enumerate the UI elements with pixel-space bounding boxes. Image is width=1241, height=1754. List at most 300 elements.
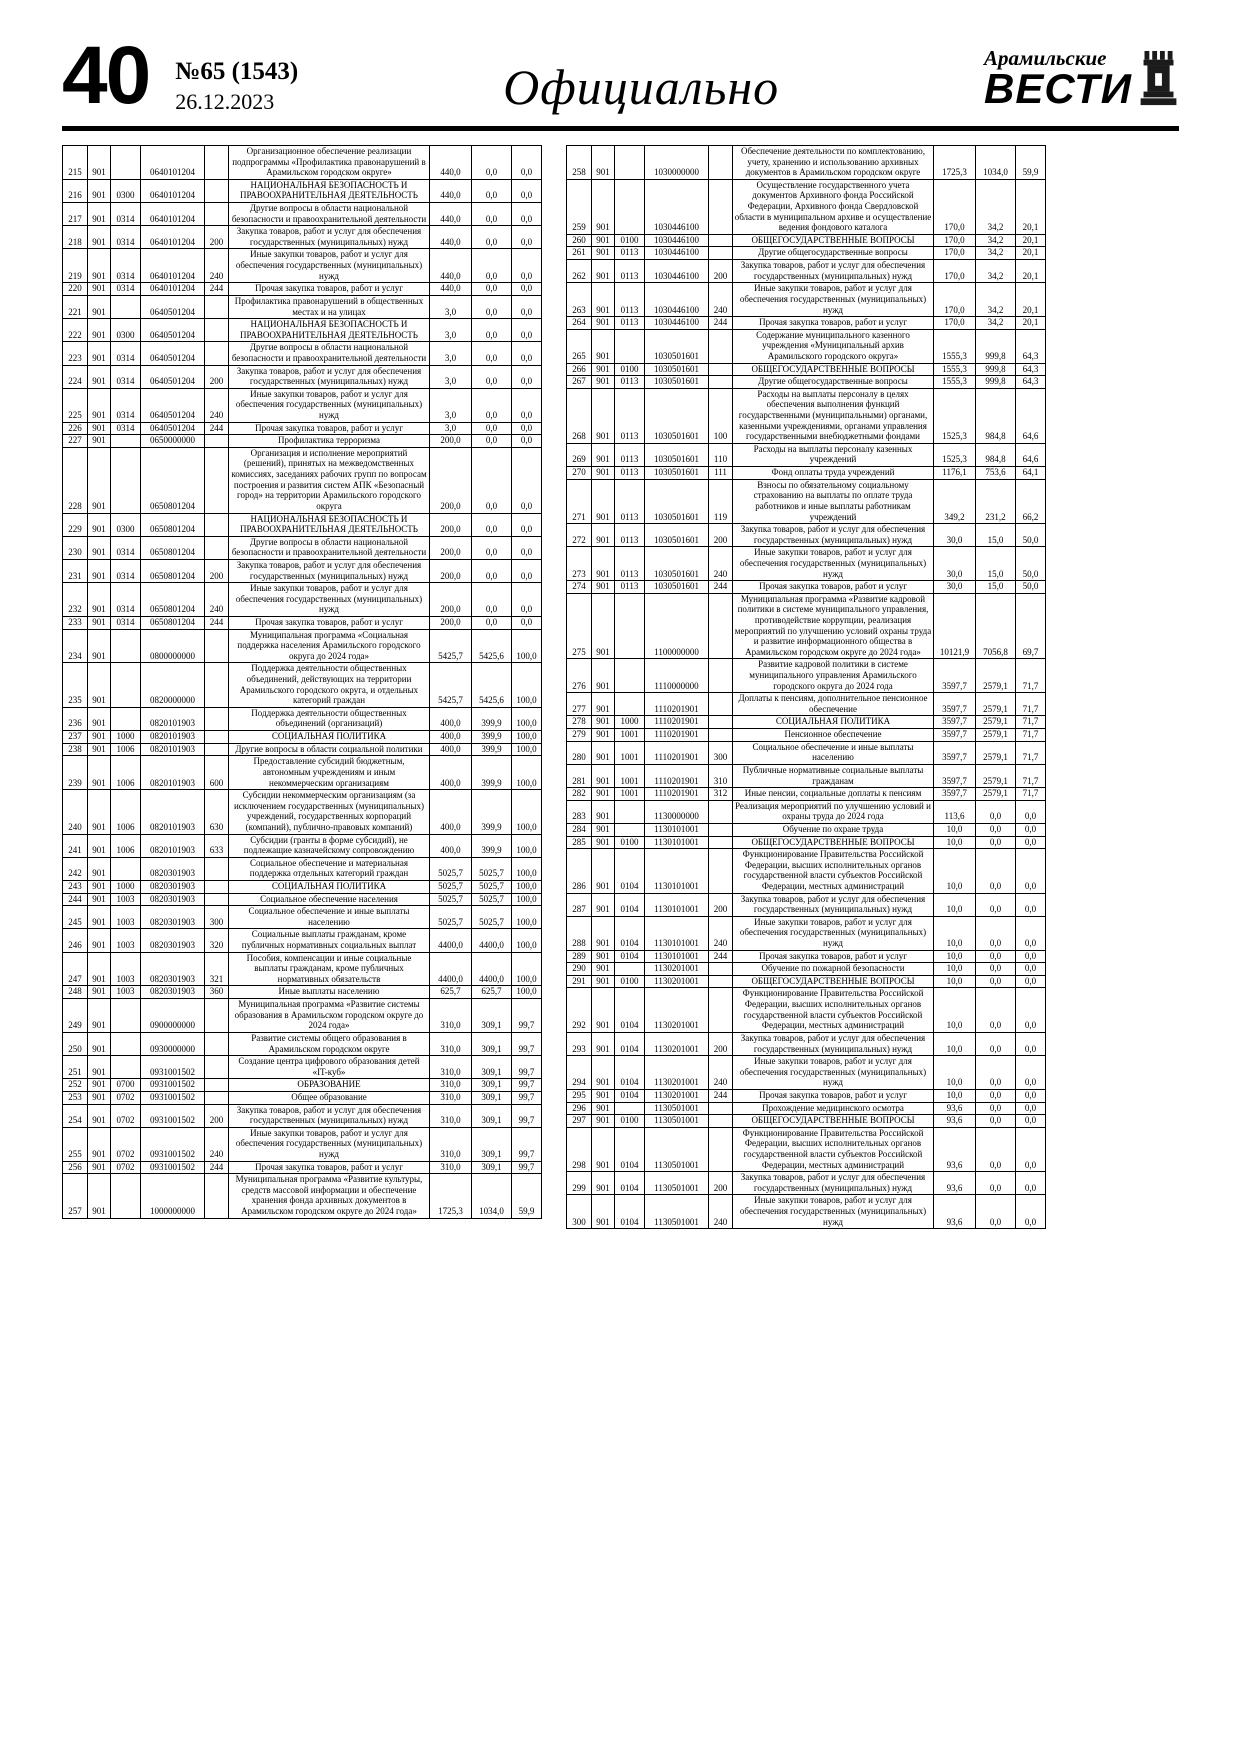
grbs-code-cell: 901 xyxy=(88,388,111,422)
budget-row xyxy=(63,986,542,999)
section-code-cell: 0702 xyxy=(111,1161,141,1174)
expense-type-cell xyxy=(709,988,733,1032)
expense-type-cell xyxy=(205,1032,229,1055)
executed-amount-cell: 0,0 xyxy=(976,950,1016,963)
expense-name-cell: Закупка товаров, работ и услуг для обеспечения государственных (муниципальных) нужд xyxy=(229,1104,430,1127)
budget-row xyxy=(63,881,542,894)
grbs-code-cell: 901 xyxy=(592,1127,615,1171)
grbs-code-cell: 901 xyxy=(88,834,111,857)
section-code-cell xyxy=(111,857,141,880)
percent-cell: 0,0 xyxy=(512,536,542,559)
expense-type-cell xyxy=(709,593,733,659)
expense-name-cell: Другие вопросы в области национальной безопасности и правоохранительной деятельности xyxy=(229,342,430,365)
grbs-code-cell: 901 xyxy=(88,663,111,707)
expense-name-cell: Другие общегосударственные вопросы xyxy=(733,376,934,389)
percent-cell: 99,7 xyxy=(512,999,542,1033)
expense-name-cell: ОБРАЗОВАНИЕ xyxy=(229,1079,430,1092)
grbs-code-cell: 901 xyxy=(88,952,111,986)
percent-cell: 71,7 xyxy=(1016,741,1046,764)
row-number-cell: 252 xyxy=(63,1079,88,1092)
expense-name-cell: Закупка товаров, работ и услуг для обеспечения государственных (муниципальных) нужд xyxy=(229,365,430,388)
plan-amount-cell: 93,6 xyxy=(934,1172,976,1195)
target-article-cell: 1130101001 xyxy=(645,823,709,836)
budget-row xyxy=(63,731,542,744)
grbs-code-cell: 901 xyxy=(592,1102,615,1115)
expense-name-cell: Организационное обеспечение реализации подпрограммы «Профилактика правонарушений в Арамильском городском округе» xyxy=(229,146,430,180)
section-code-cell: 0113 xyxy=(615,247,645,260)
row-number-cell: 267 xyxy=(567,376,592,389)
grbs-code-cell: 901 xyxy=(88,179,111,202)
grbs-code-cell: 901 xyxy=(88,226,111,249)
executed-amount-cell: 0,0 xyxy=(976,800,1016,823)
plan-amount-cell: 310,0 xyxy=(430,1104,472,1127)
section-code-cell: 0314 xyxy=(111,283,141,296)
target-article-cell: 0930000000 xyxy=(141,1032,205,1055)
plan-amount-cell: 1555,3 xyxy=(934,376,976,389)
grbs-code-cell: 901 xyxy=(88,146,111,180)
grbs-code-cell: 901 xyxy=(592,547,615,581)
issue-date: 26.12.2023 xyxy=(175,88,275,114)
budget-row xyxy=(63,857,542,880)
section-code-cell: 0314 xyxy=(111,226,141,249)
plan-amount-cell: 5025,7 xyxy=(430,881,472,894)
expense-type-cell: 360 xyxy=(205,986,229,999)
section-code-cell: 0100 xyxy=(615,363,645,376)
target-article-cell: 1030446100 xyxy=(645,317,709,330)
percent-cell: 99,7 xyxy=(512,1127,542,1161)
grbs-code-cell: 901 xyxy=(592,950,615,963)
grbs-code-cell: 901 xyxy=(88,342,111,365)
percent-cell: 20,1 xyxy=(1016,283,1046,317)
grbs-code-cell: 901 xyxy=(592,836,615,849)
percent-cell: 0,0 xyxy=(512,319,542,342)
executed-amount-cell: 2579,1 xyxy=(976,716,1016,729)
executed-amount-cell: 4400,0 xyxy=(472,952,512,986)
grbs-code-cell: 901 xyxy=(592,659,615,693)
expense-type-cell xyxy=(205,536,229,559)
grbs-code-cell: 901 xyxy=(592,247,615,260)
row-number-cell: 232 xyxy=(63,583,88,617)
percent-cell: 0,0 xyxy=(512,559,542,582)
row-number-cell: 246 xyxy=(63,929,88,952)
plan-amount-cell: 170,0 xyxy=(934,247,976,260)
row-number-cell: 262 xyxy=(567,260,592,283)
expense-name-cell: Социальные выплаты гражданам, кроме публичных нормативных социальных выплат xyxy=(229,929,430,952)
executed-amount-cell: 999,8 xyxy=(976,329,1016,363)
budget-row xyxy=(567,1172,1046,1195)
expense-name-cell: Иные закупки товаров, работ и услуг для обеспечения государственных (муниципальных) нужд xyxy=(733,547,934,581)
section-code-cell: 1006 xyxy=(111,743,141,756)
plan-amount-cell: 200,0 xyxy=(430,559,472,582)
plan-amount-cell: 10,0 xyxy=(934,1032,976,1055)
expense-type-cell: 244 xyxy=(205,616,229,629)
grbs-code-cell: 901 xyxy=(592,764,615,787)
percent-cell: 0,0 xyxy=(512,388,542,422)
percent-cell: 100,0 xyxy=(512,756,542,790)
section-code-cell xyxy=(615,146,645,180)
percent-cell: 99,7 xyxy=(512,1032,542,1055)
section-code-cell: 0113 xyxy=(615,443,645,466)
expense-name-cell: Развитие кадровой политики в системе муниципального управления Арамильского городского округа до 2024 года xyxy=(733,659,934,693)
expense-name-cell: Иные закупки товаров, работ и услуг для обеспечения государственных (муниципальных) нужд xyxy=(733,283,934,317)
expense-name-cell: Расходы на выплаты персоналу в целях обеспечения выполнения функций государственными (муниципальными) органами, казенными учреждениями, органами управления государственными внебюджетными фондами xyxy=(733,388,934,443)
grbs-code-cell: 901 xyxy=(88,513,111,536)
section-code-cell: 1006 xyxy=(111,790,141,834)
percent-cell: 0,0 xyxy=(512,365,542,388)
grbs-code-cell: 901 xyxy=(592,1089,615,1102)
section-code-cell: 1001 xyxy=(615,764,645,787)
grbs-code-cell: 901 xyxy=(88,1056,111,1079)
executed-amount-cell: 0,0 xyxy=(472,583,512,617)
row-number-cell: 244 xyxy=(63,893,88,906)
row-number-cell: 256 xyxy=(63,1161,88,1174)
expense-name-cell: Обучение по пожарной безопасности xyxy=(733,963,934,976)
target-article-cell: 1030501601 xyxy=(645,581,709,594)
row-number-cell: 217 xyxy=(63,203,88,226)
target-article-cell: 0640101204 xyxy=(141,179,205,202)
expense-type-cell: 110 xyxy=(709,443,733,466)
plan-amount-cell: 30,0 xyxy=(934,581,976,594)
grbs-code-cell: 901 xyxy=(88,365,111,388)
expense-type-cell: 244 xyxy=(709,581,733,594)
percent-cell: 20,1 xyxy=(1016,247,1046,260)
expense-type-cell: 200 xyxy=(709,524,733,547)
section-code-cell: 0113 xyxy=(615,524,645,547)
row-number-cell: 226 xyxy=(63,422,88,435)
percent-cell: 64,1 xyxy=(1016,467,1046,480)
grbs-code-cell: 901 xyxy=(592,234,615,247)
executed-amount-cell: 2579,1 xyxy=(976,788,1016,801)
percent-cell: 0,0 xyxy=(1016,950,1046,963)
budget-row xyxy=(63,834,542,857)
expense-type-cell: 633 xyxy=(205,834,229,857)
expense-type-cell xyxy=(205,893,229,906)
budget-row xyxy=(63,1091,542,1104)
section-code-cell: 0100 xyxy=(615,234,645,247)
budget-row xyxy=(567,581,1046,594)
budget-row xyxy=(567,1195,1046,1229)
budget-row xyxy=(567,376,1046,389)
expense-type-cell xyxy=(205,881,229,894)
plan-amount-cell: 4400,0 xyxy=(430,952,472,986)
percent-cell: 0,0 xyxy=(512,295,542,318)
expense-type-cell xyxy=(709,849,733,893)
target-article-cell: 1130101001 xyxy=(645,836,709,849)
expense-type-cell: 300 xyxy=(709,741,733,764)
row-number-cell: 298 xyxy=(567,1127,592,1171)
section-code-cell: 0314 xyxy=(111,616,141,629)
plan-amount-cell: 440,0 xyxy=(430,283,472,296)
section-code-cell: 0104 xyxy=(615,1195,645,1229)
row-number-cell: 254 xyxy=(63,1104,88,1127)
executed-amount-cell: 5025,7 xyxy=(472,857,512,880)
expense-name-cell: Закупка товаров, работ и услуг для обеспечения государственных (муниципальных) нужд xyxy=(733,1172,934,1195)
target-article-cell: 0650801204 xyxy=(141,583,205,617)
target-article-cell: 1110201901 xyxy=(645,741,709,764)
budget-row xyxy=(63,559,542,582)
budget-row xyxy=(63,365,542,388)
grbs-code-cell: 901 xyxy=(592,146,615,180)
executed-amount-cell: 0,0 xyxy=(976,1032,1016,1055)
row-number-cell: 239 xyxy=(63,756,88,790)
expense-name-cell: СОЦИАЛЬНАЯ ПОЛИТИКА xyxy=(229,731,430,744)
grbs-code-cell: 901 xyxy=(88,790,111,834)
expense-name-cell: ОБЩЕГОСУДАРСТВЕННЫЕ ВОПРОСЫ xyxy=(733,836,934,849)
row-number-cell: 280 xyxy=(567,741,592,764)
expense-type-cell: 321 xyxy=(205,952,229,986)
executed-amount-cell: 2579,1 xyxy=(976,741,1016,764)
expense-name-cell: Муниципальная программа «Социальная поддержка населения Арамильского городского округа до 2024 года» xyxy=(229,629,430,663)
expense-type-cell xyxy=(205,146,229,180)
expense-name-cell: Взносы по обязательному социальному страхованию на выплаты по оплате труда работников и иные выплаты работникам учреждений xyxy=(733,479,934,523)
executed-amount-cell: 0,0 xyxy=(976,1127,1016,1171)
plan-amount-cell: 3597,7 xyxy=(934,729,976,742)
row-number-cell: 286 xyxy=(567,849,592,893)
plan-amount-cell: 5025,7 xyxy=(430,893,472,906)
section-code-cell: 0314 xyxy=(111,342,141,365)
grbs-code-cell: 901 xyxy=(88,583,111,617)
expense-type-cell xyxy=(205,179,229,202)
budget-row xyxy=(567,764,1046,787)
percent-cell: 0,0 xyxy=(512,179,542,202)
expense-name-cell: Иные закупки товаров, работ и услуг для обеспечения государственных (муниципальных) нужд xyxy=(229,583,430,617)
grbs-code-cell: 901 xyxy=(88,929,111,952)
target-article-cell: 0931001502 xyxy=(141,1104,205,1127)
expense-type-cell xyxy=(709,376,733,389)
target-article-cell: 1110201901 xyxy=(645,764,709,787)
grbs-code-cell: 901 xyxy=(592,963,615,976)
percent-cell: 0,0 xyxy=(1016,1172,1046,1195)
expense-type-cell: 312 xyxy=(709,788,733,801)
section-code-cell: 0300 xyxy=(111,319,141,342)
expense-type-cell xyxy=(205,707,229,730)
budget-row xyxy=(567,693,1046,716)
budget-tables xyxy=(62,145,1179,1229)
plan-amount-cell: 10,0 xyxy=(934,975,976,988)
percent-cell: 100,0 xyxy=(512,906,542,929)
executed-amount-cell: 34,2 xyxy=(976,283,1016,317)
target-article-cell: 0640101204 xyxy=(141,146,205,180)
target-article-cell: 1110201901 xyxy=(645,788,709,801)
plan-amount-cell: 10,0 xyxy=(934,963,976,976)
executed-amount-cell: 0,0 xyxy=(472,146,512,180)
row-number-cell: 223 xyxy=(63,342,88,365)
executed-amount-cell: 309,1 xyxy=(472,1079,512,1092)
expense-name-cell: Другие общегосударственные вопросы xyxy=(733,247,934,260)
grbs-code-cell: 901 xyxy=(88,616,111,629)
row-number-cell: 260 xyxy=(567,234,592,247)
percent-cell: 71,7 xyxy=(1016,659,1046,693)
section-code-cell: 0314 xyxy=(111,536,141,559)
expense-type-cell xyxy=(709,247,733,260)
plan-amount-cell: 310,0 xyxy=(430,1127,472,1161)
expense-name-cell: Создание центра цифрового образования детей «IT-куб» xyxy=(229,1056,430,1079)
expense-type-cell: 240 xyxy=(205,388,229,422)
grbs-code-cell: 901 xyxy=(592,988,615,1032)
grbs-code-cell: 901 xyxy=(88,1091,111,1104)
row-number-cell: 257 xyxy=(63,1174,88,1218)
grbs-code-cell: 901 xyxy=(88,1127,111,1161)
budget-row xyxy=(63,929,542,952)
tower-emblem-icon xyxy=(1139,50,1179,108)
executed-amount-cell: 0,0 xyxy=(472,559,512,582)
budget-row xyxy=(63,1127,542,1161)
row-number-cell: 279 xyxy=(567,729,592,742)
target-article-cell: 1030501601 xyxy=(645,467,709,480)
budget-row xyxy=(63,1161,542,1174)
budget-row xyxy=(63,179,542,202)
budget-row xyxy=(63,707,542,730)
section-code-cell: 0104 xyxy=(615,988,645,1032)
row-number-cell: 229 xyxy=(63,513,88,536)
expense-name-cell: Расходы на выплаты персоналу казенных учреждений xyxy=(733,443,934,466)
target-article-cell: 1130201001 xyxy=(645,988,709,1032)
target-article-cell: 1130201001 xyxy=(645,975,709,988)
expense-type-cell: 200 xyxy=(709,1032,733,1055)
row-number-cell: 233 xyxy=(63,616,88,629)
executed-amount-cell: 0,0 xyxy=(976,975,1016,988)
plan-amount-cell: 170,0 xyxy=(934,234,976,247)
expense-name-cell: Функционирование Правительства Российской Федерации, высших исполнительных органов государственной власти субъектов Российской Федерации, местных администраций xyxy=(733,988,934,1032)
section-code-cell xyxy=(111,1056,141,1079)
expense-name-cell: Предоставление субсидий бюджетным, автономным учреждениям и иным некоммерческим организациям xyxy=(229,756,430,790)
expense-type-cell: 200 xyxy=(709,893,733,916)
target-article-cell: 1030501601 xyxy=(645,479,709,523)
percent-cell: 0,0 xyxy=(512,435,542,448)
section-code-cell: 0104 xyxy=(615,1032,645,1055)
budget-row xyxy=(63,226,542,249)
percent-cell: 64,3 xyxy=(1016,376,1046,389)
budget-row xyxy=(63,283,542,296)
target-article-cell: 0820000000 xyxy=(141,663,205,707)
row-number-cell: 271 xyxy=(567,479,592,523)
percent-cell: 0,0 xyxy=(1016,1089,1046,1102)
grbs-code-cell: 901 xyxy=(88,249,111,283)
row-number-cell: 251 xyxy=(63,1056,88,1079)
plan-amount-cell: 310,0 xyxy=(430,999,472,1033)
expense-name-cell: НАЦИОНАЛЬНАЯ БЕЗОПАСНОСТЬ И ПРАВООХРАНИТЕЛЬНАЯ ДЕЯТЕЛЬНОСТЬ xyxy=(229,319,430,342)
plan-amount-cell: 310,0 xyxy=(430,1056,472,1079)
plan-amount-cell: 170,0 xyxy=(934,283,976,317)
expense-name-cell: Поддержка деятельности общественных объединений, действующих на территории Арамильского городского округа, и отдельных категорий граждан xyxy=(229,663,430,707)
budget-row xyxy=(567,729,1046,742)
budget-row xyxy=(567,1056,1046,1090)
grbs-code-cell: 901 xyxy=(592,741,615,764)
expense-type-cell: 320 xyxy=(205,929,229,952)
section-code-cell: 1001 xyxy=(615,729,645,742)
executed-amount-cell: 0,0 xyxy=(472,365,512,388)
expense-type-cell xyxy=(205,629,229,663)
expense-name-cell: Функционирование Правительства Российской Федерации, высших исполнительных органов государственной власти субъектов Российской Федерации, местных администраций xyxy=(733,849,934,893)
section-code-cell xyxy=(111,146,141,180)
percent-cell: 100,0 xyxy=(512,881,542,894)
grbs-code-cell: 901 xyxy=(88,1161,111,1174)
row-number-cell: 299 xyxy=(567,1172,592,1195)
plan-amount-cell: 5025,7 xyxy=(430,906,472,929)
executed-amount-cell: 2579,1 xyxy=(976,693,1016,716)
target-article-cell: 1130201001 xyxy=(645,963,709,976)
section-code-cell: 0300 xyxy=(111,179,141,202)
target-article-cell: 0820301903 xyxy=(141,929,205,952)
executed-amount-cell: 0,0 xyxy=(472,435,512,448)
budget-row xyxy=(63,756,542,790)
target-article-cell: 1130501001 xyxy=(645,1115,709,1128)
percent-cell: 50,0 xyxy=(1016,547,1046,581)
budget-row xyxy=(567,1032,1046,1055)
row-number-cell: 275 xyxy=(567,593,592,659)
executed-amount-cell: 231,2 xyxy=(976,479,1016,523)
plan-amount-cell: 400,0 xyxy=(430,743,472,756)
row-number-cell: 253 xyxy=(63,1091,88,1104)
row-number-cell: 297 xyxy=(567,1115,592,1128)
plan-amount-cell: 3,0 xyxy=(430,342,472,365)
row-number-cell: 266 xyxy=(567,363,592,376)
expense-type-cell xyxy=(709,963,733,976)
expense-name-cell: Иные закупки товаров, работ и услуг для обеспечения государственных (муниципальных) нужд xyxy=(229,388,430,422)
expense-type-cell xyxy=(709,1127,733,1171)
section-code-cell: 0113 xyxy=(615,388,645,443)
target-article-cell: 1130101001 xyxy=(645,893,709,916)
expense-name-cell: ОБЩЕГОСУДАРСТВЕННЫЕ ВОПРОСЫ xyxy=(733,234,934,247)
plan-amount-cell: 10,0 xyxy=(934,988,976,1032)
section-code-cell: 0104 xyxy=(615,1089,645,1102)
percent-cell: 100,0 xyxy=(512,743,542,756)
grbs-code-cell: 901 xyxy=(88,559,111,582)
row-number-cell: 247 xyxy=(63,952,88,986)
section-code-cell xyxy=(615,179,645,234)
percent-cell: 71,7 xyxy=(1016,764,1046,787)
budget-row xyxy=(63,422,542,435)
executed-amount-cell: 15,0 xyxy=(976,547,1016,581)
expense-type-cell xyxy=(709,179,733,234)
budget-row xyxy=(567,547,1046,581)
row-number-cell: 300 xyxy=(567,1195,592,1229)
expense-type-cell xyxy=(205,731,229,744)
expense-name-cell: Закупка товаров, работ и услуг для обеспечения государственных (муниципальных) нужд xyxy=(733,524,934,547)
row-number-cell: 291 xyxy=(567,975,592,988)
executed-amount-cell: 984,8 xyxy=(976,388,1016,443)
executed-amount-cell: 0,0 xyxy=(976,1115,1016,1128)
executed-amount-cell: 0,0 xyxy=(472,319,512,342)
executed-amount-cell: 399,9 xyxy=(472,834,512,857)
row-number-cell: 284 xyxy=(567,823,592,836)
target-article-cell: 0900000000 xyxy=(141,999,205,1033)
executed-amount-cell: 999,8 xyxy=(976,376,1016,389)
budget-row xyxy=(567,593,1046,659)
section-code-cell: 1006 xyxy=(111,834,141,857)
grbs-code-cell: 901 xyxy=(592,849,615,893)
budget-row xyxy=(567,800,1046,823)
plan-amount-cell: 10,0 xyxy=(934,1089,976,1102)
percent-cell: 99,7 xyxy=(512,1091,542,1104)
expense-name-cell: Прочая закупка товаров, работ и услуг xyxy=(733,950,934,963)
target-article-cell: 1030501601 xyxy=(645,376,709,389)
target-article-cell: 1130501001 xyxy=(645,1102,709,1115)
target-article-cell: 0640501204 xyxy=(141,388,205,422)
executed-amount-cell: 34,2 xyxy=(976,234,1016,247)
expense-type-cell xyxy=(205,663,229,707)
row-number-cell: 268 xyxy=(567,388,592,443)
grbs-code-cell: 901 xyxy=(88,1032,111,1055)
percent-cell: 0,0 xyxy=(512,422,542,435)
budget-row xyxy=(567,893,1046,916)
expense-type-cell: 244 xyxy=(709,1089,733,1102)
section-code-cell: 0100 xyxy=(615,975,645,988)
executed-amount-cell: 0,0 xyxy=(472,388,512,422)
plan-amount-cell: 440,0 xyxy=(430,203,472,226)
executed-amount-cell: 7056,8 xyxy=(976,593,1016,659)
expense-name-cell: ОБЩЕГОСУДАРСТВЕННЫЕ ВОПРОСЫ xyxy=(733,1115,934,1128)
